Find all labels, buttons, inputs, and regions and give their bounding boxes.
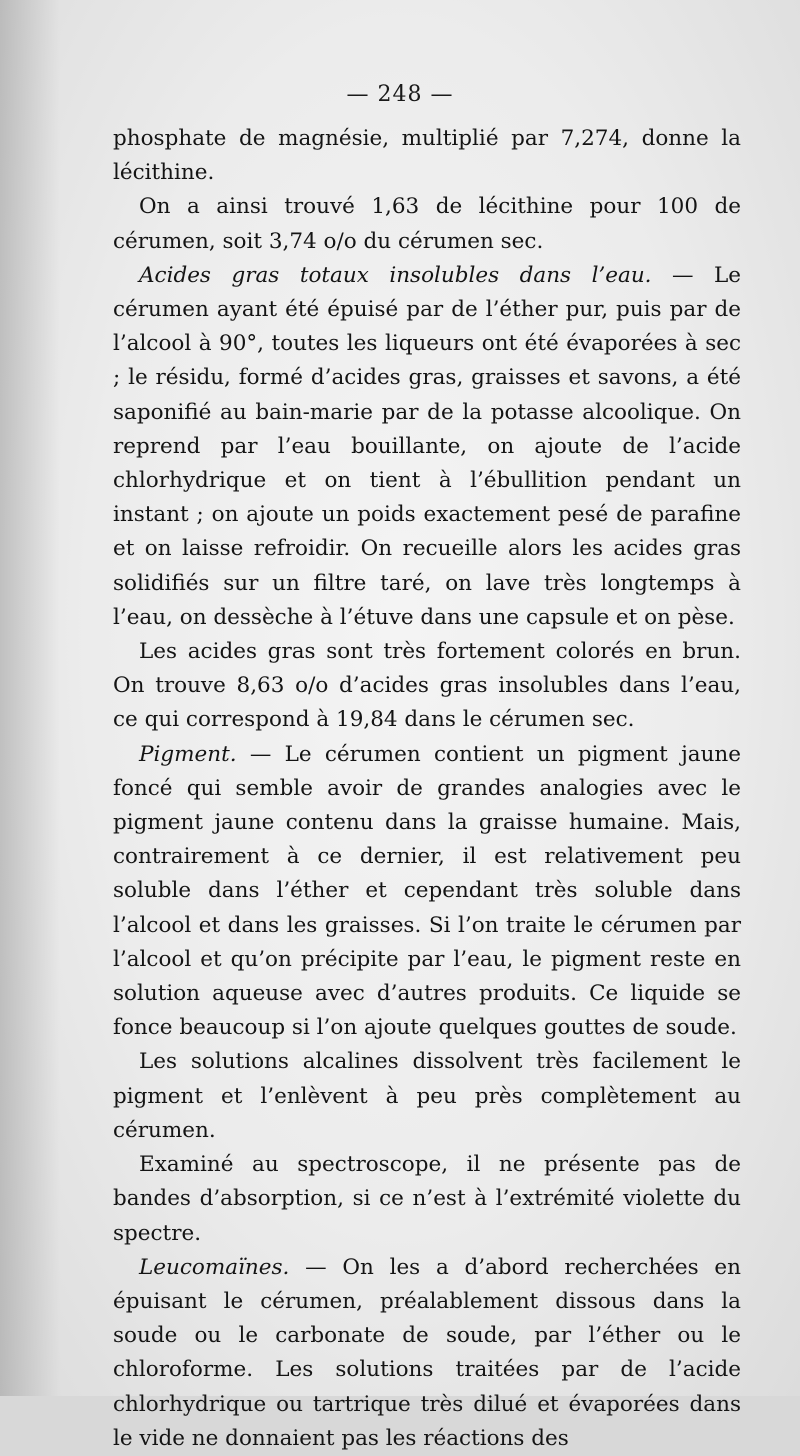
section-heading-acides-gras: Acides gras totaux insolubles dans l’eau. (139, 262, 652, 288)
body-text (113, 122, 741, 1456)
page-number: — 248 — (346, 82, 454, 107)
paragraph-text: Examiné au spectroscope, il ne présente pas de bandes d’absorption, si ce n’est à l’extrémité violette du spectre. (113, 1152, 741, 1246)
paragraph-lecithine-end (113, 122, 741, 190)
paragraph-leucomaines (113, 1251, 741, 1456)
paragraph-text: On a ainsi trouvé 1,63 de lécithine pour 100 de cérumen, soit 3,74 o/o du cérumen sec. (113, 194, 741, 254)
paragraph-acides-gras (113, 259, 741, 635)
paragraph-pigment (113, 738, 741, 1046)
paragraph-acides-gras-result (113, 635, 741, 738)
paragraph-text: Les solutions alcalines dissolvent très facilement le pigment et l’enlèvent à peu près complètement au cérumen. (113, 1049, 741, 1143)
paragraph-solutions-alcalines (113, 1045, 741, 1148)
paragraph-text: — On les a d’abord recherchées en épuisant le cérumen, préalablement dissous dans la soude ou le carbonate de soude, par l’éther ou le chloroforme. Les solutions traitées par de l’acide chlorhydrique ou tartrique très dilué et évaporées dans le vide ne donnaient pas les réactions des (113, 1254, 741, 1451)
paragraph-text: phosphate de magnésie, multiplié par 7,274, donne la lécithine. (113, 126, 741, 186)
paragraph-text: — Le cérumen contient un pigment jaune foncé qui semble avoir de grandes analogies avec le pigment jaune contenu dans la graisse humaine. Mais, contrairement à ce dernier, il est relativement peu soluble dans l’éther et cependant très soluble dans l’alcool et dans les graisses. Si l’on traite le cérumen par l’alcool et qu’on précipite par l’eau, le pigment reste en solution aqueuse avec d’autres produits. Ce liquide se fonce beaucoup si l’on ajoute quelques gouttes de soude. (113, 741, 741, 1041)
section-heading-leucomaines: Leucomaïnes. (139, 1254, 290, 1280)
paragraph-spectroscope (113, 1148, 741, 1251)
section-heading-pigment: Pigment. (139, 741, 237, 767)
paragraph-lecithine-result (113, 190, 741, 258)
paragraph-text: — Le cérumen ayant été épuisé par de l’éther pur, puis par de l’alcool à 90°, toutes les liqueurs ont été évaporées à sec ; le résidu, formé d’acides gras, graisses et savons, a été saponifié au bain-marie par de la potasse alcoolique. On reprend par l’eau bouillante, on ajoute de l’acide chlorhydrique et on tient à l’ébullition pendant un instant ; on ajoute un poids exactement pesé de parafine et on laisse refroidir. On recueille alors les acides gras solidifiés sur un filtre taré, on lave très longtemps à l’eau, on dessèche à l’étuve dans une capsule et on pèse. (113, 262, 741, 630)
paragraph-text: Les acides gras sont très fortement colorés en brun. On trouve 8,63 o/o d’acides gras insolubles dans l’eau, ce qui correspond à 19,84 dans le cérumen sec. (113, 639, 741, 733)
